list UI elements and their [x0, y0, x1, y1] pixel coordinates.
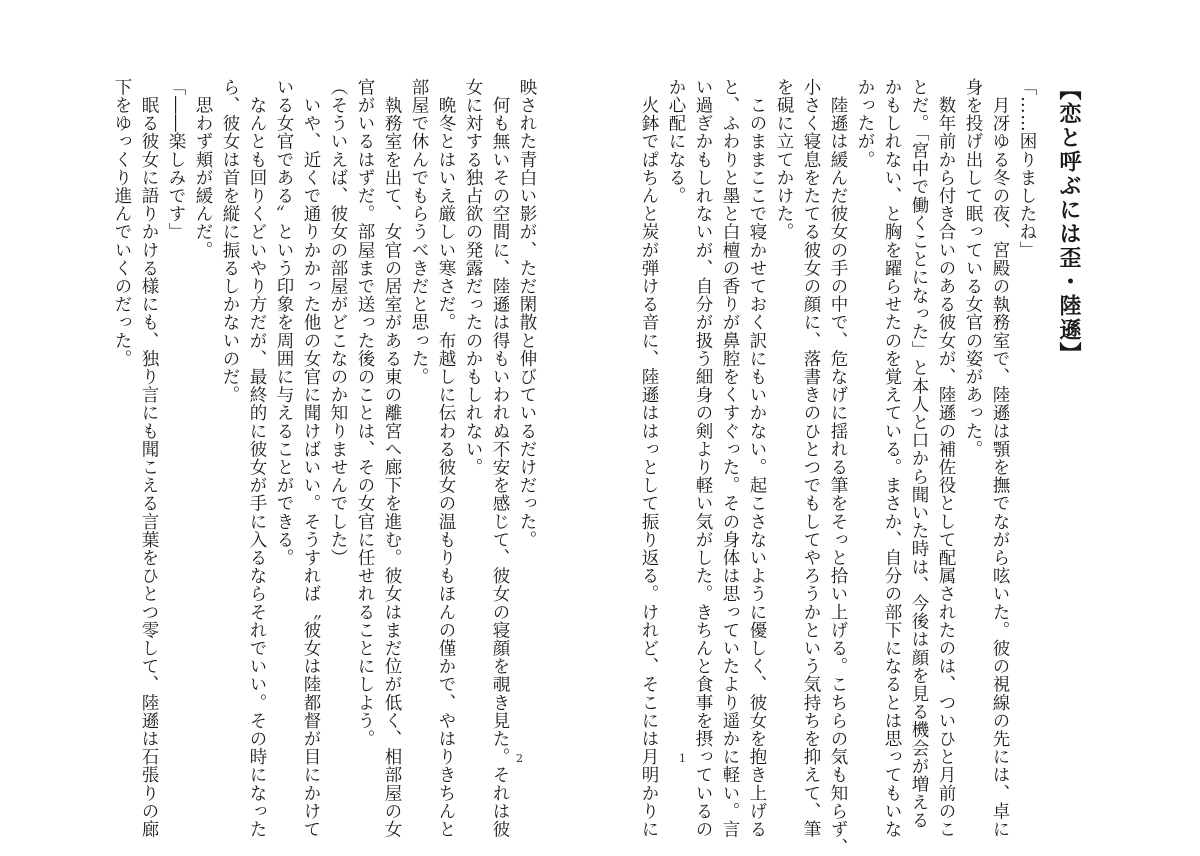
chapter-title: 【恋と呼ぶには歪・陸遜】 — [1056, 78, 1082, 366]
text-line: 下をゆっくり進んでいくのだった。 — [112, 78, 132, 368]
text-line: 部屋で休んでもらうべきだと思った。 — [409, 78, 429, 386]
text-line: と、ふわりと墨と白檀の香りが鼻腔をくすぐった。その身体は思っていたより遥かに軽い。言 — [720, 78, 740, 839]
text-line: 小さく寝息をたてる彼女の顔に、落書きのひとつでもしてやろうかという気持ちを抑えて、筆 — [801, 78, 821, 839]
text-line: かったが。 — [855, 78, 875, 169]
text-line: このままここで寝かせておく訳にもいかない。起こさないように優しく、彼女を抱き上げる — [747, 78, 767, 839]
text-line: 官がいるはずだ。部屋まで送った後のことは、その女官に任せれることにしよう。 — [355, 78, 375, 748]
text-line: いる女官である〟という印象を周囲に与えることができる。 — [274, 78, 294, 567]
text-line: なんとも回りくどいやり方だが、最終的に彼女が手に入るならそれでいい。その時になった — [247, 78, 267, 839]
text-line: 映された青白い影が、ただ閑散と伸びているだけだった。 — [517, 78, 537, 549]
text-line: 火鉢でぱちんと炭が弾ける音に、陸遜ははっとして振り返る。けれど、そこには月明かりに — [639, 78, 659, 839]
text-line: いや、近くで通りかかった他の女官に聞けばいい。そうすれば〝彼女は陸都督が目にかけて — [301, 78, 321, 839]
text-line: 身を投げ出して眠っている女官の姿があった。 — [963, 78, 983, 459]
text-line: い過ぎかもしれないが、自分が扱う細身の剣より軽い気がした。きちんと食事を摂っているの — [693, 78, 713, 839]
page-2-text — [112, 78, 540, 839]
page-1-text — [639, 78, 1084, 856]
page-number-1: 1 — [679, 752, 686, 765]
text-line: か心配になる。 — [666, 78, 686, 205]
text-line: 執務室を出て、女官の居室がある東の離宮へ廊下を進む。彼女はまだ位が低く、相部屋の女 — [382, 78, 402, 839]
text-line: 思わず頬が緩んだ。 — [193, 78, 213, 259]
page-number-2: 2 — [516, 752, 523, 765]
text-line: 何も無いその空間に、陸遜は得もいわれぬ不安を感じて、彼女の寝顔を覗き見た。それは彼 — [490, 78, 510, 839]
text-line: 月冴ゆる冬の夜、宮殿の執務室で、陸遜は顎を撫でながら呟いた。彼の視線の先には、卓に — [990, 78, 1010, 839]
text-line: 数年前から付き合いのある彼女が、陸遜の補佐役として配属されたのは、ついひと月前のこ — [936, 78, 956, 839]
text-line: を硯に立てかけた。 — [774, 78, 794, 241]
text-line: ら、彼女は首を縦に振るしかないのだ。 — [220, 78, 240, 404]
text-line: 眠る彼女に語りかける様にも、独り言にも聞こえる言葉をひとつ零して、陸遜は石張りの廊 — [139, 78, 159, 839]
text-line: 「……困りましたね」 — [1017, 78, 1037, 259]
text-line: 晩冬とはいえ厳しい寒さだ。布越しに伝わる彼女の温もりもほんの僅かで、やはりきちんと — [436, 78, 456, 839]
text-line: とだ。「宮中で働くことになった」と本人と口から聞いた時は、今後は顔を見る機会が増える — [909, 78, 929, 830]
text-line: 「――楽しみです」 — [166, 78, 186, 241]
text-line: 女に対する独占欲の発露だったのかもしれない。 — [463, 78, 483, 477]
text-line: 陸遜は緩んだ彼女の手の中で、危なげに揺れる筆をそっと拾い上げる。こちらの気も知らず、 — [828, 78, 848, 856]
text-line: かもしれない、と胸を躍らせたのを覚えている。まさか、自分の部下になるとは思ってもいな — [882, 78, 902, 839]
text-line: （そういえば、彼女の部屋がどこなのか知りませんでした） — [328, 78, 348, 567]
